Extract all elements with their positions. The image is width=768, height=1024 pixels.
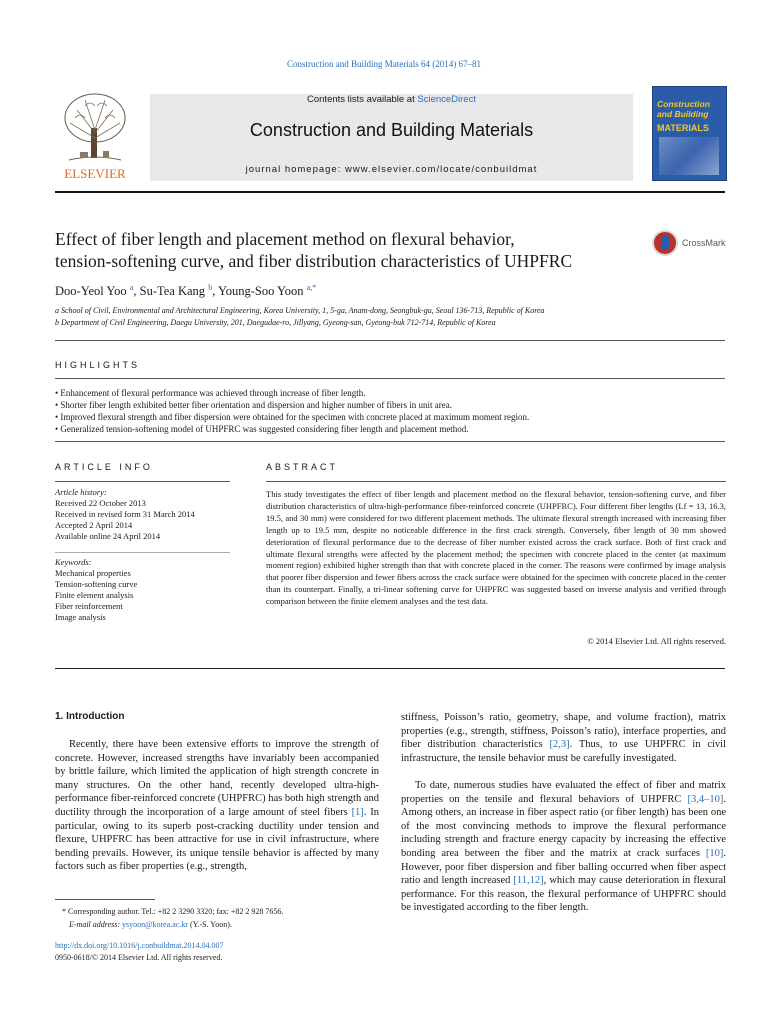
affiliation-b: b Department of Civil Engineering, Daegu University, 201, Daegudae-ro, Jillyang, Gyeong-san, Gyeong-buk 712-714, Republic of Korea xyxy=(55,318,496,327)
reference-link[interactable]: [11,12] xyxy=(513,875,544,887)
cover-title: Construction and Building xyxy=(657,99,710,119)
journal-citation[interactable]: Construction and Building Materials 64 (2014) 67–81 xyxy=(287,59,481,69)
contents-line xyxy=(150,94,633,105)
affiliation-a: a School of Civil, Environmental and Architectural Engineering, Korea University, 1, 5-ga, Anam-dong, Seongbuk-gu, Seoul 136-713, Republic of Korea xyxy=(55,306,545,315)
abstract-copyright: © 2014 Elsevier Ltd. All rights reserved. xyxy=(587,636,726,646)
author-list: Doo-Yeol Yoo $^a$, Su-Tea Kang $^b$, Young-Soo Yoon $^{a,*}$ xyxy=(55,283,317,299)
corresponding-author-note: * Corresponding author. Tel.: +82 2 3290 3320; fax: +82 2 928 7656. xyxy=(62,907,284,916)
history-item: Received 22 October 2013 xyxy=(55,498,146,508)
reference-link[interactable]: [3,4–10] xyxy=(687,793,724,805)
header-divider xyxy=(55,191,725,193)
keyword-item: Image analysis xyxy=(55,612,106,622)
section-heading: 1. Introduction xyxy=(55,711,125,722)
highlights-bottom-rule xyxy=(55,441,725,442)
author-affiliation-mark[interactable]: b xyxy=(208,283,213,292)
article-title xyxy=(55,228,625,272)
history-item: Accepted 2 April 2014 xyxy=(55,520,133,530)
keywords-rule xyxy=(55,552,230,553)
intro-paragraph: To date, numerous studies have evaluated the effect of fiber and matrix properties on the tensile and flexural behaviors of UHPFRC [3,4–10]. Among others, an increase in fiber aspect ratio (or fiber length) has been one of the most convincing methods to improve the flexural performance including strength and fracture energy capacity by increasing the effective bonding area between the fiber and the matrix at crack surfaces [10]. However, poor fiber dispersion and fiber balling occurred when fiber aspect ratio and length increased [11,12], which may cause deterioration in flexural performance. For this reason, the flexural performance of UHPFRC should be investigated according to the fiber length. xyxy=(401,780,726,914)
title-line-1: Effect of fiber length and placement method on flexural behavior, xyxy=(55,229,515,249)
history-item: Available online 24 April 2014 xyxy=(55,531,161,541)
keywords-label: Keywords: xyxy=(55,557,92,567)
keywords-list xyxy=(55,557,245,623)
footnote-rule xyxy=(55,899,155,900)
issn-line: 0950-0618/© 2014 Elsevier Ltd. All rights reserved. xyxy=(55,953,223,962)
contents-text: Contents lists available at xyxy=(307,94,418,105)
crossmark-badge[interactable] xyxy=(652,230,732,260)
history-item: Received in revised form 31 March 2014 xyxy=(55,509,195,519)
highlights-heading: HIGHLIGHTS xyxy=(55,360,141,370)
journal-title: Construction and Building Materials xyxy=(249,120,534,140)
abstract-bottom-rule xyxy=(55,668,725,669)
intro-paragraph: Recently, there have been extensive efforts to improve the strength of concrete. However, increased strengths have invariably been accompanied by brittle failure, which limited the application of high strength concrete in many structures. On the other hand, recently developed ultra-high-performance fiber-reinforced concrete (UHPFRC) has both high strength and ductility through the incorporation of a large amount of steel fibers [1]. In particular, owing to its superb post-cracking ductility under tension and flexure, UHPFRC has been attractive for use in civil infrastructure, where bending prevails. However, its unique tensile behavior is affected by many factors such as fiber properties (e.g., strength, xyxy=(55,739,380,873)
intro-paragraph-continued: stiffness, Poisson’s ratio, geometry, shape, and volume fraction), matrix properties (e.g., strength, stiffness, Poisson’s ratio), interface properties, and fiber distribution characteristics [2,3]. Thus, to use UHPFRC in civil infrastructure, the tensile behavior must be carefully investigated. xyxy=(401,712,726,764)
journal-cover-image xyxy=(652,86,727,181)
cover-picture xyxy=(659,137,719,175)
doi-link[interactable]: http://dx.doi.org/10.1016/j.conbuildmat.2014.04.007 xyxy=(55,941,224,950)
highlight-item: • Improved flexural strength and fiber dispersion were obtained for the specimen with concrete placed at maximum moment region. xyxy=(55,412,530,422)
history-label: Article history: xyxy=(55,487,107,497)
reference-link[interactable]: [2,3] xyxy=(549,739,570,751)
reference-link[interactable]: [1] xyxy=(351,806,364,818)
crossmark-icon xyxy=(652,230,678,256)
article-info-heading: ARTICLE INFO xyxy=(55,462,153,472)
affiliation-divider xyxy=(55,340,725,341)
keyword-item: Tension-softening curve xyxy=(55,579,138,589)
abstract-text: This study investigates the effect of fiber length and placement method on the flexural behavior, tension-softening curve, and fiber distribution characteristics of ultra-high-performance fiber-reinforced concrete (UHPFRC). Four different fiber lengths (Lf = 13, 16.3, 19.5, and 30 mm) were considered for two different placement methods. The ultimate flexural strength increased with increasing fiber length up to 19.5 mm, despite no noticeable difference in the first crack strength. Conversely, fiber length of 30 mm showed deterioration of flexural performance due to the decrease of fiber number existed across the crack surface. Both of first crack and ultimate flexural strengths were affected by the placement method; the specimen with concrete placed in the center (at maximum moment region) exhibited higher strength than that with concrete placed in the corner. The reasons were confirmed by image analysis that poorer fiber dispersion and fewer fibers across the crack surface were obtained for the specimen with concrete placed in the center than its counterpart. Finally, a tri-linear softening curve for UHPFRC was suggested based on inverse analysis and verified through comparison between the finite element analyses and the test data. xyxy=(266,489,726,607)
author-name[interactable]: Young-Soo Yoon xyxy=(217,284,304,299)
elsevier-logo xyxy=(55,88,135,183)
keyword-item: Mechanical properties xyxy=(55,568,131,578)
email-line: E-mail address: ysyoon@korea.ac.kr (Y.-S. Yoon). xyxy=(69,920,232,929)
keyword-item: Finite element analysis xyxy=(55,590,134,600)
author-affiliation-mark[interactable]: a,* xyxy=(306,283,317,292)
cover-subtitle: MATERIALS xyxy=(657,123,709,133)
email-link[interactable]: ysyoon@korea.ac.kr xyxy=(122,920,189,929)
reference-link[interactable]: [10] xyxy=(705,847,724,859)
article-history xyxy=(55,487,245,542)
highlight-item: • Enhancement of flexural performance was achieved through increase of fiber length. xyxy=(55,388,366,398)
publisher-name: ELSEVIER xyxy=(64,166,126,181)
highlights-top-rule xyxy=(55,378,725,379)
article-info-rule xyxy=(55,481,230,482)
sciencedirect-link[interactable]: ScienceDirect xyxy=(417,94,476,105)
keyword-item: Fiber reinforcement xyxy=(55,601,123,611)
highlight-item: • Shorter fiber length exhibited better fiber orientation and dispersion and higher number of fibers in unit area. xyxy=(55,400,453,410)
crossmark-label: CrossMark xyxy=(682,238,726,248)
author-name[interactable]: Doo-Yeol Yoo xyxy=(55,284,127,299)
abstract-heading: ABSTRACT xyxy=(266,462,339,472)
author-affiliation-mark[interactable]: a xyxy=(129,283,134,292)
highlight-item: • Generalized tension-softening model of UHPFRC was suggested considering fiber length and placement method. xyxy=(55,424,469,434)
abstract-rule xyxy=(266,481,726,482)
journal-homepage[interactable]: journal homepage: www.elsevier.com/locate/conbuildmat xyxy=(245,164,538,175)
author-name[interactable]: Su-Tea Kang xyxy=(139,284,206,299)
title-line-2: tension-softening curve, and fiber distribution characteristics of UHPFRC xyxy=(55,251,573,271)
